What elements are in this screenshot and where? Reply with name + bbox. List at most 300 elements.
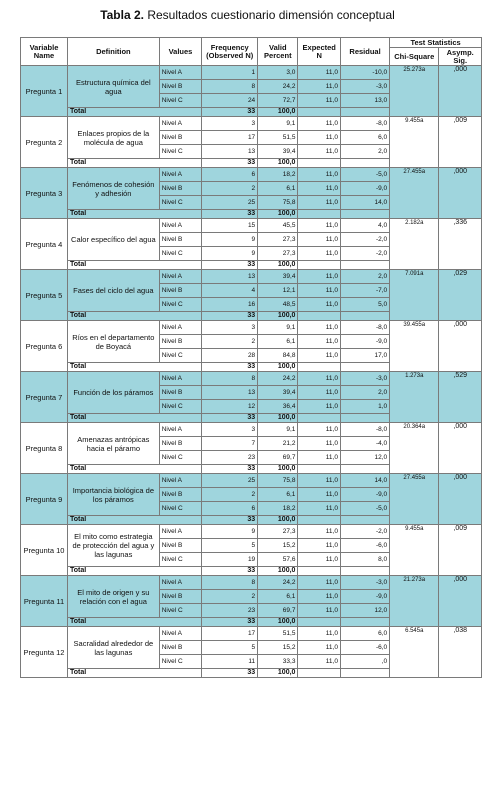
total-frequency: 33 <box>202 618 258 627</box>
table-title <box>0 8 495 22</box>
valid-percent-cell: 24,2 <box>258 80 298 94</box>
residual-cell: -3,0 <box>340 372 389 386</box>
residual-cell: -3,0 <box>340 576 389 590</box>
valid-percent-cell: 48,5 <box>258 298 298 312</box>
chi-square-cell: 27.455a <box>390 474 439 525</box>
frequency-cell: 23 <box>202 451 258 465</box>
definition: Fases del ciclo del agua <box>67 270 159 312</box>
residual-cell: -6,0 <box>340 641 389 655</box>
value-label: Nivel B <box>159 437 202 451</box>
asymp-sig-cell: ,336 <box>439 219 482 270</box>
header-definition: Definition <box>67 38 159 66</box>
valid-percent-cell: 6,1 <box>258 488 298 502</box>
residual-cell: 2,0 <box>340 145 389 159</box>
definition: Enlaces propios de la molécula de agua <box>67 117 159 159</box>
frequency-cell: 2 <box>202 488 258 502</box>
empty-cell <box>340 363 389 372</box>
residual-cell: -8,0 <box>340 117 389 131</box>
variable-name: Pregunta 12 <box>21 627 68 678</box>
valid-percent-cell: 33,3 <box>258 655 298 669</box>
valid-percent-cell: 39,4 <box>258 270 298 284</box>
residual-cell: -5,0 <box>340 502 389 516</box>
total-label: Total <box>67 669 201 678</box>
frequency-cell: 5 <box>202 641 258 655</box>
expected-cell: 11,0 <box>298 437 341 451</box>
value-label: Nivel B <box>159 80 202 94</box>
valid-percent-cell: 75,8 <box>258 474 298 488</box>
frequency-cell: 17 <box>202 627 258 641</box>
empty-cell <box>340 261 389 270</box>
header-variable: Variable Name <box>21 38 68 66</box>
expected-cell: 11,0 <box>298 80 341 94</box>
chi-square-cell: 27.455a <box>390 168 439 219</box>
header-valid-percent: Valid Percent <box>258 38 298 66</box>
residual-cell: 13,0 <box>340 94 389 108</box>
header-asymp-sig: Asymp. Sig. <box>439 48 482 66</box>
total-label: Total <box>67 261 201 270</box>
residual-cell: -2,0 <box>340 233 389 247</box>
valid-percent-cell: 27,3 <box>258 233 298 247</box>
expected-cell: 11,0 <box>298 400 341 414</box>
value-label: Nivel B <box>159 539 202 553</box>
total-label: Total <box>67 567 201 576</box>
value-label: Nivel B <box>159 386 202 400</box>
empty-cell <box>340 618 389 627</box>
frequency-cell: 9 <box>202 233 258 247</box>
total-frequency: 33 <box>202 465 258 474</box>
total-label: Total <box>67 210 201 219</box>
residual-cell: ,0 <box>340 655 389 669</box>
value-label: Nivel A <box>159 321 202 335</box>
asymp-sig-cell: ,000 <box>439 168 482 219</box>
header-values: Values <box>159 38 202 66</box>
value-label: Nivel C <box>159 451 202 465</box>
expected-cell: 11,0 <box>298 284 341 298</box>
table-row <box>21 474 482 488</box>
value-label: Nivel C <box>159 94 202 108</box>
residual-cell: 17,0 <box>340 349 389 363</box>
expected-cell: 11,0 <box>298 525 341 539</box>
total-label: Total <box>67 159 201 168</box>
expected-cell: 11,0 <box>298 196 341 210</box>
variable-name: Pregunta 8 <box>21 423 68 474</box>
total-frequency: 33 <box>202 567 258 576</box>
total-percent: 100,0 <box>258 108 298 117</box>
table-row <box>21 270 482 284</box>
value-label: Nivel B <box>159 488 202 502</box>
frequency-cell: 12 <box>202 400 258 414</box>
expected-cell: 11,0 <box>298 641 341 655</box>
frequency-cell: 23 <box>202 604 258 618</box>
expected-cell: 11,0 <box>298 655 341 669</box>
chi-square-cell: 20.364a <box>390 423 439 474</box>
variable-name: Pregunta 5 <box>21 270 68 321</box>
total-label: Total <box>67 618 201 627</box>
residual-cell: -5,0 <box>340 168 389 182</box>
variable-name: Pregunta 11 <box>21 576 68 627</box>
empty-cell <box>298 516 341 525</box>
expected-cell: 11,0 <box>298 298 341 312</box>
residual-cell: 4,0 <box>340 219 389 233</box>
frequency-cell: 13 <box>202 145 258 159</box>
asymp-sig-cell: ,038 <box>439 627 482 678</box>
empty-cell <box>298 414 341 423</box>
definition: Amenazas antrópicas hacia el páramo <box>67 423 159 465</box>
value-label: Nivel B <box>159 131 202 145</box>
residual-cell: -10,0 <box>340 66 389 80</box>
total-frequency: 33 <box>202 363 258 372</box>
asymp-sig-cell: ,000 <box>439 66 482 117</box>
value-label: Nivel C <box>159 604 202 618</box>
frequency-cell: 6 <box>202 168 258 182</box>
asymp-sig-cell: ,000 <box>439 576 482 627</box>
expected-cell: 11,0 <box>298 66 341 80</box>
table-row <box>21 627 482 641</box>
asymp-sig-cell: ,000 <box>439 423 482 474</box>
chi-square-cell: 39.455a <box>390 321 439 372</box>
value-label: Nivel A <box>159 627 202 641</box>
valid-percent-cell: 51,5 <box>258 131 298 145</box>
expected-cell: 11,0 <box>298 553 341 567</box>
valid-percent-cell: 51,5 <box>258 627 298 641</box>
expected-cell: 11,0 <box>298 590 341 604</box>
header-frequency: Frequency (Observed N) <box>202 38 258 66</box>
empty-cell <box>298 669 341 678</box>
table-row <box>21 321 482 335</box>
value-label: Nivel B <box>159 182 202 196</box>
valid-percent-cell: 15,2 <box>258 539 298 553</box>
residual-cell: 5,0 <box>340 298 389 312</box>
total-frequency: 33 <box>202 516 258 525</box>
valid-percent-cell: 45,5 <box>258 219 298 233</box>
valid-percent-cell: 24,2 <box>258 372 298 386</box>
valid-percent-cell: 69,7 <box>258 451 298 465</box>
value-label: Nivel C <box>159 553 202 567</box>
definition: Sacralidad alrededor de las lagunas <box>67 627 159 669</box>
header-test-statistics: Test Statistics <box>390 38 482 48</box>
chi-square-cell: 2.182a <box>390 219 439 270</box>
valid-percent-cell: 12,1 <box>258 284 298 298</box>
value-label: Nivel B <box>159 335 202 349</box>
total-label: Total <box>67 312 201 321</box>
expected-cell: 11,0 <box>298 247 341 261</box>
asymp-sig-cell: ,529 <box>439 372 482 423</box>
total-percent: 100,0 <box>258 567 298 576</box>
total-label: Total <box>67 414 201 423</box>
definition: Fenómenos de cohesión y adhesión <box>67 168 159 210</box>
total-percent: 100,0 <box>258 618 298 627</box>
value-label: Nivel C <box>159 502 202 516</box>
residual-cell: -9,0 <box>340 488 389 502</box>
expected-cell: 11,0 <box>298 94 341 108</box>
frequency-cell: 17 <box>202 131 258 145</box>
table-row <box>21 117 482 131</box>
residual-cell: -8,0 <box>340 321 389 335</box>
frequency-cell: 3 <box>202 321 258 335</box>
residual-cell: 2,0 <box>340 386 389 400</box>
total-percent: 100,0 <box>258 210 298 219</box>
valid-percent-cell: 75,8 <box>258 196 298 210</box>
expected-cell: 11,0 <box>298 372 341 386</box>
expected-cell: 11,0 <box>298 233 341 247</box>
asymp-sig-cell: ,009 <box>439 117 482 168</box>
asymp-sig-cell: ,029 <box>439 270 482 321</box>
frequency-cell: 9 <box>202 525 258 539</box>
header-chi-square: Chi-Square <box>390 48 439 66</box>
residual-cell: -2,0 <box>340 525 389 539</box>
expected-cell: 11,0 <box>298 627 341 641</box>
chi-square-cell: 25.273a <box>390 66 439 117</box>
total-frequency: 33 <box>202 108 258 117</box>
residual-cell: 14,0 <box>340 474 389 488</box>
valid-percent-cell: 27,3 <box>258 525 298 539</box>
empty-cell <box>298 618 341 627</box>
table-row <box>21 576 482 590</box>
frequency-cell: 19 <box>202 553 258 567</box>
valid-percent-cell: 9,1 <box>258 321 298 335</box>
expected-cell: 11,0 <box>298 423 341 437</box>
residual-cell: 12,0 <box>340 604 389 618</box>
variable-name: Pregunta 7 <box>21 372 68 423</box>
frequency-cell: 9 <box>202 247 258 261</box>
asymp-sig-cell: ,009 <box>439 525 482 576</box>
residual-cell: 2,0 <box>340 270 389 284</box>
empty-cell <box>340 210 389 219</box>
expected-cell: 11,0 <box>298 502 341 516</box>
value-label: Nivel A <box>159 168 202 182</box>
residual-cell: 8,0 <box>340 553 389 567</box>
valid-percent-cell: 69,7 <box>258 604 298 618</box>
table-row <box>21 525 482 539</box>
variable-name: Pregunta 10 <box>21 525 68 576</box>
expected-cell: 11,0 <box>298 145 341 159</box>
valid-percent-cell: 3,0 <box>258 66 298 80</box>
total-label: Total <box>67 108 201 117</box>
total-frequency: 33 <box>202 159 258 168</box>
empty-cell <box>298 465 341 474</box>
definition: Función de los páramos <box>67 372 159 414</box>
residual-cell: -8,0 <box>340 423 389 437</box>
empty-cell <box>340 312 389 321</box>
valid-percent-cell: 39,4 <box>258 386 298 400</box>
value-label: Nivel C <box>159 349 202 363</box>
definition: Calor específico del agua <box>67 219 159 261</box>
table-title-label: Tabla 2. <box>100 8 144 22</box>
total-label: Total <box>67 516 201 525</box>
chi-square-cell: 7.091a <box>390 270 439 321</box>
header-expected: Expected N <box>298 38 341 66</box>
valid-percent-cell: 39,4 <box>258 145 298 159</box>
table-row <box>21 372 482 386</box>
expected-cell: 11,0 <box>298 576 341 590</box>
table-row <box>21 66 482 80</box>
total-percent: 100,0 <box>258 465 298 474</box>
valid-percent-cell: 6,1 <box>258 335 298 349</box>
frequency-cell: 11 <box>202 655 258 669</box>
definition: Ríos en el departamento de Boyacá <box>67 321 159 363</box>
value-label: Nivel B <box>159 284 202 298</box>
total-percent: 100,0 <box>258 516 298 525</box>
empty-cell <box>340 108 389 117</box>
expected-cell: 11,0 <box>298 474 341 488</box>
variable-name: Pregunta 9 <box>21 474 68 525</box>
empty-cell <box>298 261 341 270</box>
value-label: Nivel A <box>159 270 202 284</box>
frequency-cell: 2 <box>202 182 258 196</box>
value-label: Nivel C <box>159 196 202 210</box>
frequency-cell: 3 <box>202 117 258 131</box>
value-label: Nivel A <box>159 117 202 131</box>
value-label: Nivel C <box>159 400 202 414</box>
frequency-cell: 25 <box>202 474 258 488</box>
definition: El mito como estrategia de protección del agua y las lagunas <box>67 525 159 567</box>
valid-percent-cell: 72,7 <box>258 94 298 108</box>
total-percent: 100,0 <box>258 261 298 270</box>
empty-cell <box>340 465 389 474</box>
residual-cell: 14,0 <box>340 196 389 210</box>
total-percent: 100,0 <box>258 669 298 678</box>
residual-cell: -9,0 <box>340 590 389 604</box>
value-label: Nivel C <box>159 247 202 261</box>
residual-cell: 1,0 <box>340 400 389 414</box>
results-table <box>20 37 482 678</box>
expected-cell: 11,0 <box>298 451 341 465</box>
expected-cell: 11,0 <box>298 386 341 400</box>
table-row <box>21 423 482 437</box>
table-row <box>21 168 482 182</box>
valid-percent-cell: 84,8 <box>258 349 298 363</box>
total-label: Total <box>67 363 201 372</box>
total-percent: 100,0 <box>258 414 298 423</box>
table-body <box>21 66 482 678</box>
frequency-cell: 7 <box>202 437 258 451</box>
valid-percent-cell: 18,2 <box>258 502 298 516</box>
variable-name: Pregunta 6 <box>21 321 68 372</box>
total-frequency: 33 <box>202 312 258 321</box>
table-row <box>21 219 482 233</box>
frequency-cell: 8 <box>202 80 258 94</box>
valid-percent-cell: 27,3 <box>258 247 298 261</box>
frequency-cell: 28 <box>202 349 258 363</box>
valid-percent-cell: 9,1 <box>258 423 298 437</box>
residual-cell: 6,0 <box>340 131 389 145</box>
value-label: Nivel A <box>159 525 202 539</box>
frequency-cell: 1 <box>202 66 258 80</box>
residual-cell: -9,0 <box>340 182 389 196</box>
frequency-cell: 5 <box>202 539 258 553</box>
frequency-cell: 6 <box>202 502 258 516</box>
total-label: Total <box>67 465 201 474</box>
valid-percent-cell: 18,2 <box>258 168 298 182</box>
valid-percent-cell: 9,1 <box>258 117 298 131</box>
expected-cell: 11,0 <box>298 219 341 233</box>
value-label: Nivel C <box>159 655 202 669</box>
empty-cell <box>298 363 341 372</box>
valid-percent-cell: 36,4 <box>258 400 298 414</box>
valid-percent-cell: 24,2 <box>258 576 298 590</box>
expected-cell: 11,0 <box>298 270 341 284</box>
value-label: Nivel B <box>159 641 202 655</box>
residual-cell: -9,0 <box>340 335 389 349</box>
value-label: Nivel A <box>159 219 202 233</box>
variable-name: Pregunta 4 <box>21 219 68 270</box>
expected-cell: 11,0 <box>298 168 341 182</box>
value-label: Nivel A <box>159 372 202 386</box>
expected-cell: 11,0 <box>298 335 341 349</box>
frequency-cell: 13 <box>202 270 258 284</box>
definition: Estructura química del agua <box>67 66 159 108</box>
chi-square-cell: 21.273a <box>390 576 439 627</box>
empty-cell <box>298 108 341 117</box>
expected-cell: 11,0 <box>298 131 341 145</box>
total-frequency: 33 <box>202 261 258 270</box>
definition: Importancia biológica de los páramos <box>67 474 159 516</box>
residual-cell: 12,0 <box>340 451 389 465</box>
residual-cell: -4,0 <box>340 437 389 451</box>
table-title-text: Resultados cuestionario dimensión conceptual <box>143 8 395 22</box>
residual-cell: -6,0 <box>340 539 389 553</box>
value-label: Nivel A <box>159 66 202 80</box>
total-frequency: 33 <box>202 210 258 219</box>
value-label: Nivel A <box>159 474 202 488</box>
asymp-sig-cell: ,000 <box>439 474 482 525</box>
variable-name: Pregunta 2 <box>21 117 68 168</box>
chi-square-cell: 6.545a <box>390 627 439 678</box>
expected-cell: 11,0 <box>298 604 341 618</box>
value-label: Nivel B <box>159 233 202 247</box>
total-percent: 100,0 <box>258 363 298 372</box>
chi-square-cell: 9.455a <box>390 117 439 168</box>
valid-percent-cell: 6,1 <box>258 182 298 196</box>
asymp-sig-cell: ,000 <box>439 321 482 372</box>
residual-cell: -3,0 <box>340 80 389 94</box>
empty-cell <box>340 159 389 168</box>
total-frequency: 33 <box>202 414 258 423</box>
frequency-cell: 2 <box>202 590 258 604</box>
empty-cell <box>340 669 389 678</box>
value-label: Nivel C <box>159 298 202 312</box>
frequency-cell: 4 <box>202 284 258 298</box>
expected-cell: 11,0 <box>298 539 341 553</box>
frequency-cell: 13 <box>202 386 258 400</box>
value-label: Nivel C <box>159 145 202 159</box>
total-frequency: 33 <box>202 669 258 678</box>
frequency-cell: 2 <box>202 335 258 349</box>
residual-cell: -7,0 <box>340 284 389 298</box>
valid-percent-cell: 6,1 <box>258 590 298 604</box>
empty-cell <box>298 567 341 576</box>
value-label: Nivel B <box>159 590 202 604</box>
empty-cell <box>340 414 389 423</box>
variable-name: Pregunta 3 <box>21 168 68 219</box>
empty-cell <box>298 210 341 219</box>
empty-cell <box>340 516 389 525</box>
frequency-cell: 8 <box>202 576 258 590</box>
definition: El mito de origen y su relación con el agua <box>67 576 159 618</box>
frequency-cell: 15 <box>202 219 258 233</box>
empty-cell <box>340 567 389 576</box>
frequency-cell: 3 <box>202 423 258 437</box>
total-percent: 100,0 <box>258 312 298 321</box>
valid-percent-cell: 57,6 <box>258 553 298 567</box>
expected-cell: 11,0 <box>298 488 341 502</box>
empty-cell <box>298 159 341 168</box>
chi-square-cell: 9.455a <box>390 525 439 576</box>
expected-cell: 11,0 <box>298 349 341 363</box>
residual-cell: 6,0 <box>340 627 389 641</box>
expected-cell: 11,0 <box>298 321 341 335</box>
residual-cell: -2,0 <box>340 247 389 261</box>
